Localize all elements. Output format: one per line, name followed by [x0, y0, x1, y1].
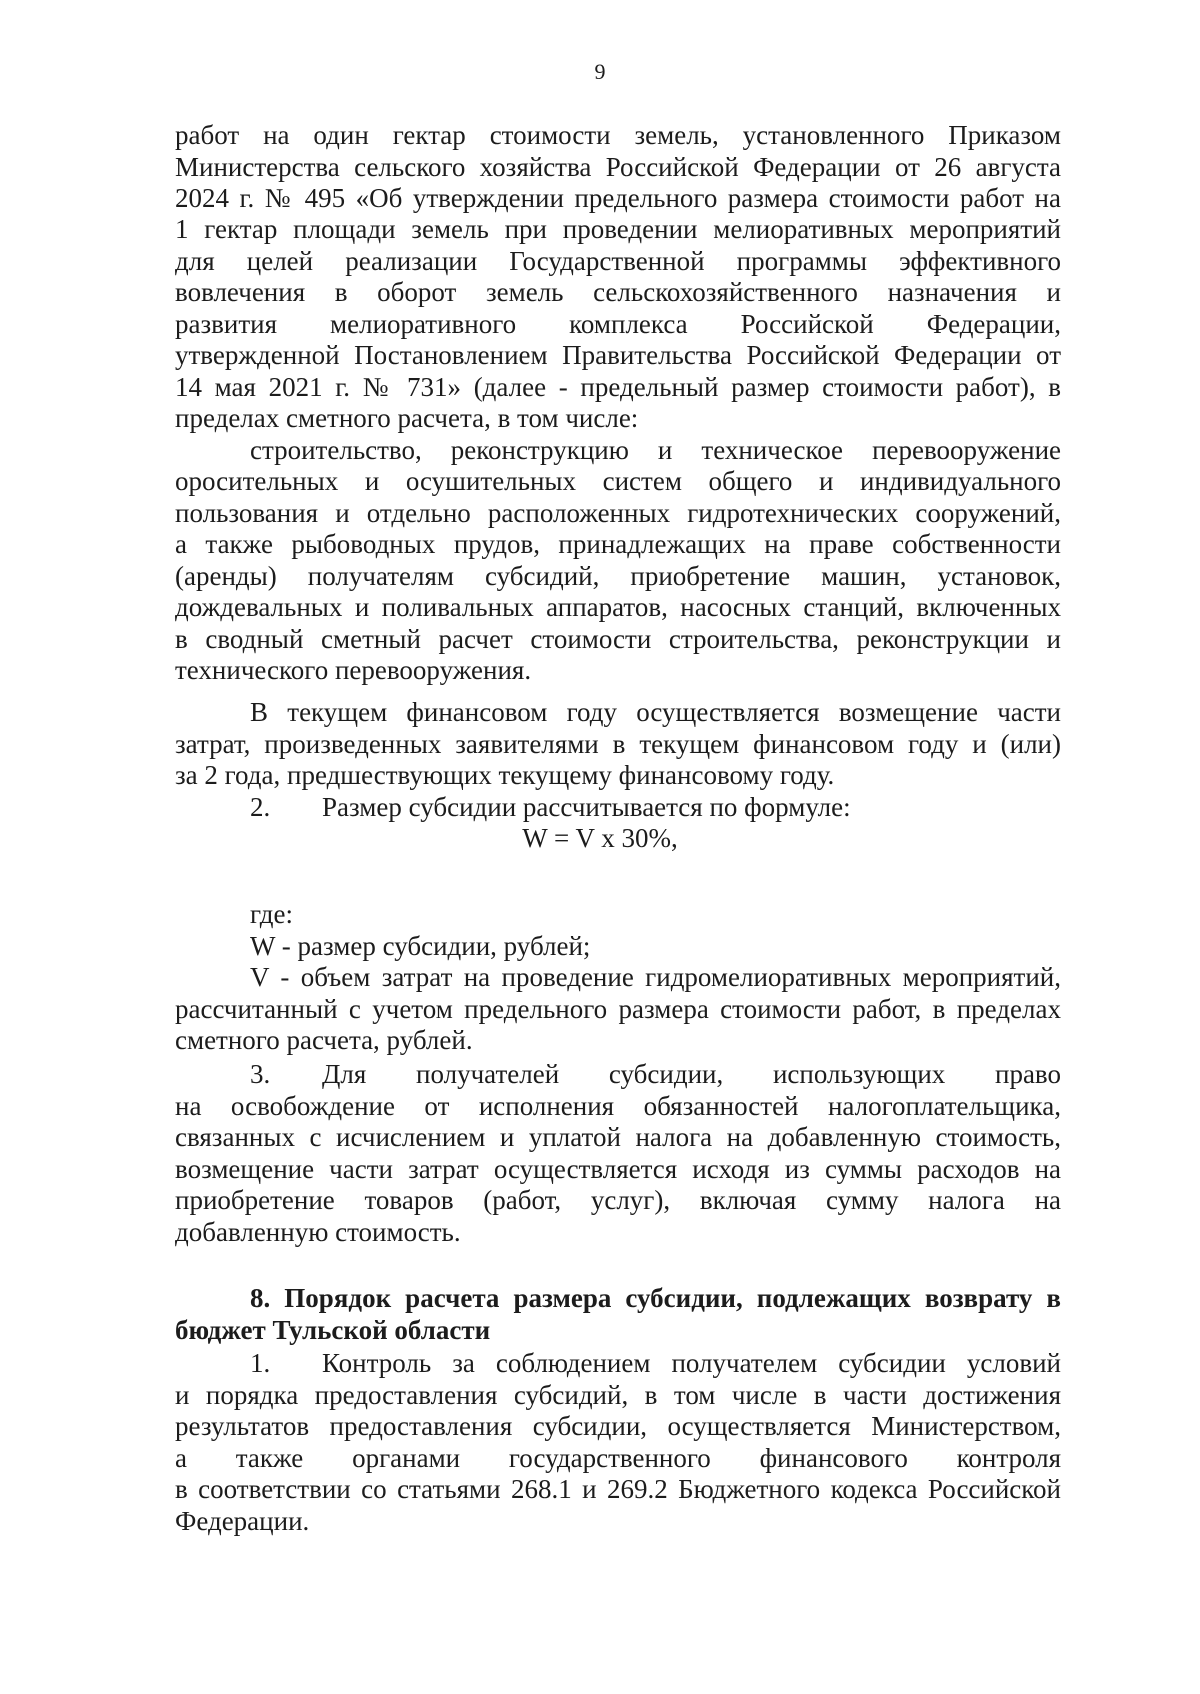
text-line: затрат, произведенных заявителями в текущем финансовом году и (или) — [175, 729, 1061, 759]
text-line: V - объем затрат на проведение гидромелиоративных мероприятий, — [250, 962, 1061, 992]
list-item-3 — [250, 1057, 1061, 1091]
text-line: строительство, реконструкцию и техническое перевооружение — [250, 435, 1061, 465]
text-line: технического перевооружения. — [175, 655, 532, 685]
text-line: рассчитанный с учетом предельного размера стоимости работ, в пределах — [175, 994, 1061, 1024]
section-heading: бюджет Тульской области — [175, 1315, 491, 1345]
list-item-number: 3. — [250, 1059, 271, 1089]
text-line: оросительных и осушительных систем общего и индивидуального — [175, 466, 1061, 496]
text-line: для целей реализации Государственной программы эффективного — [175, 246, 1061, 276]
section-heading: 8. Порядок расчета размера субсидии, подлежащих возврату в — [250, 1283, 1061, 1313]
text-line: где: — [250, 899, 293, 929]
text-line: а также рыбоводных прудов, принадлежащих на праве собственности — [175, 529, 1061, 559]
page-number: 9 — [594, 59, 606, 84]
text-line: возмещение части затрат осуществляется исходя из суммы расходов на — [175, 1154, 1061, 1184]
text-line: в сводный сметный расчет стоимости строительства, реконструкции и — [175, 624, 1061, 654]
text-line: работ на один гектар стоимости земель, установленного Приказом — [175, 120, 1061, 150]
list-item-1 — [250, 1346, 1061, 1380]
text-line: в соответствии со статьями 268.1 и 269.2 Бюджетного кодекса Российской — [175, 1474, 1061, 1504]
text-line: 2024 г. № 495 «Об утверждении предельного размера стоимости работ на — [175, 183, 1061, 213]
list-item-text: Для получателей субсидии, использующих право — [322, 1059, 1061, 1089]
text-line: за 2 года, предшествующих текущему финансовому году. — [175, 760, 835, 790]
list-item-2 — [250, 790, 1061, 824]
text-line: на освобождение от исполнения обязанностей налогоплательщика, — [175, 1091, 1061, 1121]
text-line: (аренды) получателям субсидий, приобретение машин, установок, — [175, 561, 1061, 591]
text-line: 1 гектар площади земель при проведении мелиоративных мероприятий — [175, 214, 1061, 244]
text-line: Федерации. — [175, 1506, 310, 1536]
formula: W = V x 30%, — [522, 823, 678, 853]
text-line: пределах сметного расчета, в том числе: — [175, 403, 639, 433]
text-line: сметного расчета, рублей. — [175, 1025, 473, 1055]
text-line: а также органами государственного финансового контроля — [175, 1443, 1061, 1473]
text-line: В текущем финансовом году осуществляется возмещение части — [250, 697, 1061, 727]
text-line: вовлечения в оборот земель сельскохозяйственного назначения и — [175, 277, 1061, 307]
list-item-text: Контроль за соблюдением получателем субсидии условий — [322, 1348, 1061, 1378]
text-line: утвержденной Постановлением Правительства Российской Федерации от — [175, 340, 1061, 370]
text-line: развития мелиоративного комплекса Российской Федерации, — [175, 309, 1061, 339]
text-line: Министерства сельского хозяйства Российской Федерации от 26 августа — [175, 152, 1061, 182]
text-line: добавленную стоимость. — [175, 1217, 461, 1247]
list-item-number: 1. — [250, 1348, 271, 1378]
text-line: приобретение товаров (работ, услуг), включая сумму налога на — [175, 1185, 1061, 1215]
text-line: и порядка предоставления субсидий, в том числе в части достижения — [175, 1380, 1061, 1410]
text-line: пользования и отдельно расположенных гидротехнических сооружений, — [175, 498, 1061, 528]
text-line: W - размер субсидии, рублей; — [250, 931, 591, 961]
list-item-number: 2. — [250, 792, 271, 822]
text-line: 14 мая 2021 г. № 731» (далее - предельный размер стоимости работ), в — [175, 372, 1061, 402]
text-line: связанных с исчислением и уплатой налога на добавленную стоимость, — [175, 1122, 1061, 1152]
list-item-text: Размер субсидии рассчитывается по формуле: — [322, 792, 851, 822]
text-line: результатов предоставления субсидии, осуществляется Министерством, — [175, 1411, 1061, 1441]
text-line: дождевальных и поливальных аппаратов, насосных станций, включенных — [175, 592, 1061, 622]
